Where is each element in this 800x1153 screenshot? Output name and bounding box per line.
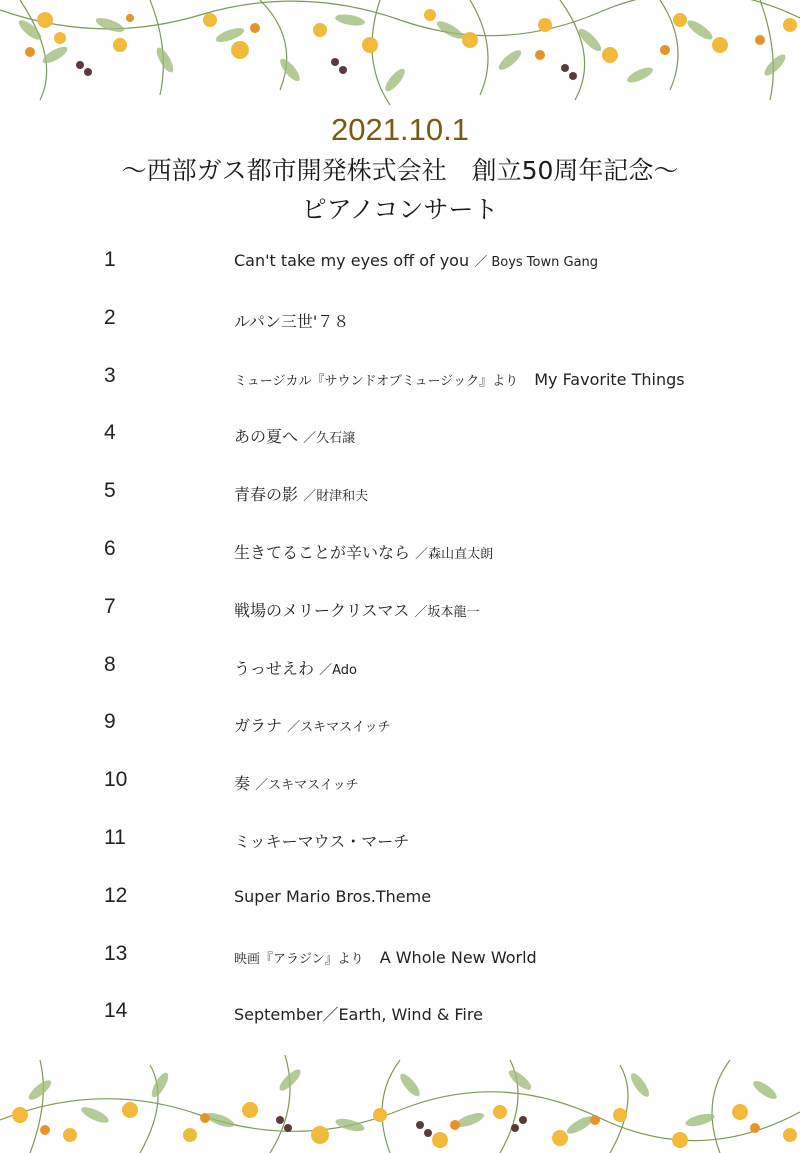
song-title: ミッキーマウス・マーチ xyxy=(234,831,410,851)
program-row xyxy=(0,640,800,698)
song-title: 映画『アラジン』より xyxy=(234,951,364,967)
program-number: 9 xyxy=(104,710,116,734)
header xyxy=(0,108,800,230)
garland-orange-flowers xyxy=(25,14,765,60)
program-number: 5 xyxy=(104,479,116,503)
song-title: 戦場のメリークリスマス xyxy=(234,600,410,620)
program-number: 8 xyxy=(104,652,116,676)
song-credit: ／ Boys Town Gang xyxy=(474,255,599,270)
program-row xyxy=(0,871,800,929)
song-title: あの夏へ xyxy=(234,427,299,447)
garland-flowers xyxy=(12,1102,797,1148)
program-row xyxy=(0,755,800,813)
program-row xyxy=(0,986,800,1044)
garland-orange-flowers xyxy=(40,1113,760,1135)
song-title: 青春の影 xyxy=(234,485,299,505)
song-credit: ／スキマスイッチ xyxy=(287,720,391,736)
song-title: ミュージカル『サウンドオブミュージック』より xyxy=(234,373,519,389)
song-title: September xyxy=(234,1005,323,1025)
song-title: ルパン三世'７８ xyxy=(234,311,350,331)
song-credit: ／坂本龍一 xyxy=(414,604,480,620)
song-credit: My Favorite Things xyxy=(534,369,685,389)
program-row xyxy=(0,293,800,351)
program-row xyxy=(0,697,800,755)
event-subtitle: ピアノコンサート xyxy=(301,195,499,224)
program-number: 11 xyxy=(104,825,126,849)
program-number: 7 xyxy=(104,594,116,618)
song-title: Super Mario Bros.Theme xyxy=(234,886,432,906)
song-credit: ／Ado xyxy=(319,662,357,678)
program-row xyxy=(0,524,800,582)
garland-leaf-shapes xyxy=(26,1067,779,1137)
program-number: 14 xyxy=(104,999,128,1023)
garland-flowers xyxy=(37,9,797,63)
song-credit: A Whole New World xyxy=(379,947,537,967)
program-number: 2 xyxy=(104,305,116,329)
song-credit: ／久石譲 xyxy=(303,431,356,447)
program-number: 13 xyxy=(104,941,128,965)
program-number: 6 xyxy=(104,536,116,560)
song-credit: ／森山直太朗 xyxy=(415,546,494,562)
bottom-floral-garland xyxy=(0,1040,800,1153)
event-date: 2021.10.1 xyxy=(331,112,469,147)
top-floral-garland xyxy=(0,0,800,110)
song-credit: ／Earth, Wind & Fire xyxy=(322,1005,483,1025)
program-list xyxy=(0,235,800,1044)
program-number: 4 xyxy=(104,421,116,445)
event-title: ～西部ガス都市開発株式会社 創立50周年記念～ xyxy=(121,156,679,185)
song-credit: ／スキマスイッチ xyxy=(255,778,359,794)
song-title: うっせえわ xyxy=(234,658,315,678)
program-row xyxy=(0,466,800,524)
song-title: 奏 xyxy=(234,774,251,794)
program-number: 1 xyxy=(104,248,116,271)
program-row xyxy=(0,582,800,640)
program-row xyxy=(0,813,800,871)
program-row xyxy=(0,351,800,409)
program-row xyxy=(0,929,800,987)
program-number: 12 xyxy=(104,883,128,907)
program-number: 10 xyxy=(104,768,128,792)
program-number: 3 xyxy=(104,363,116,387)
song-title: Can't take my eyes off of you xyxy=(234,251,470,270)
song-credit: ／財津和夫 xyxy=(303,489,369,505)
song-title: ガラナ xyxy=(234,716,283,736)
program-row xyxy=(0,235,800,293)
program-row xyxy=(0,408,800,466)
song-title: 生きてることが辛いなら xyxy=(234,542,411,562)
